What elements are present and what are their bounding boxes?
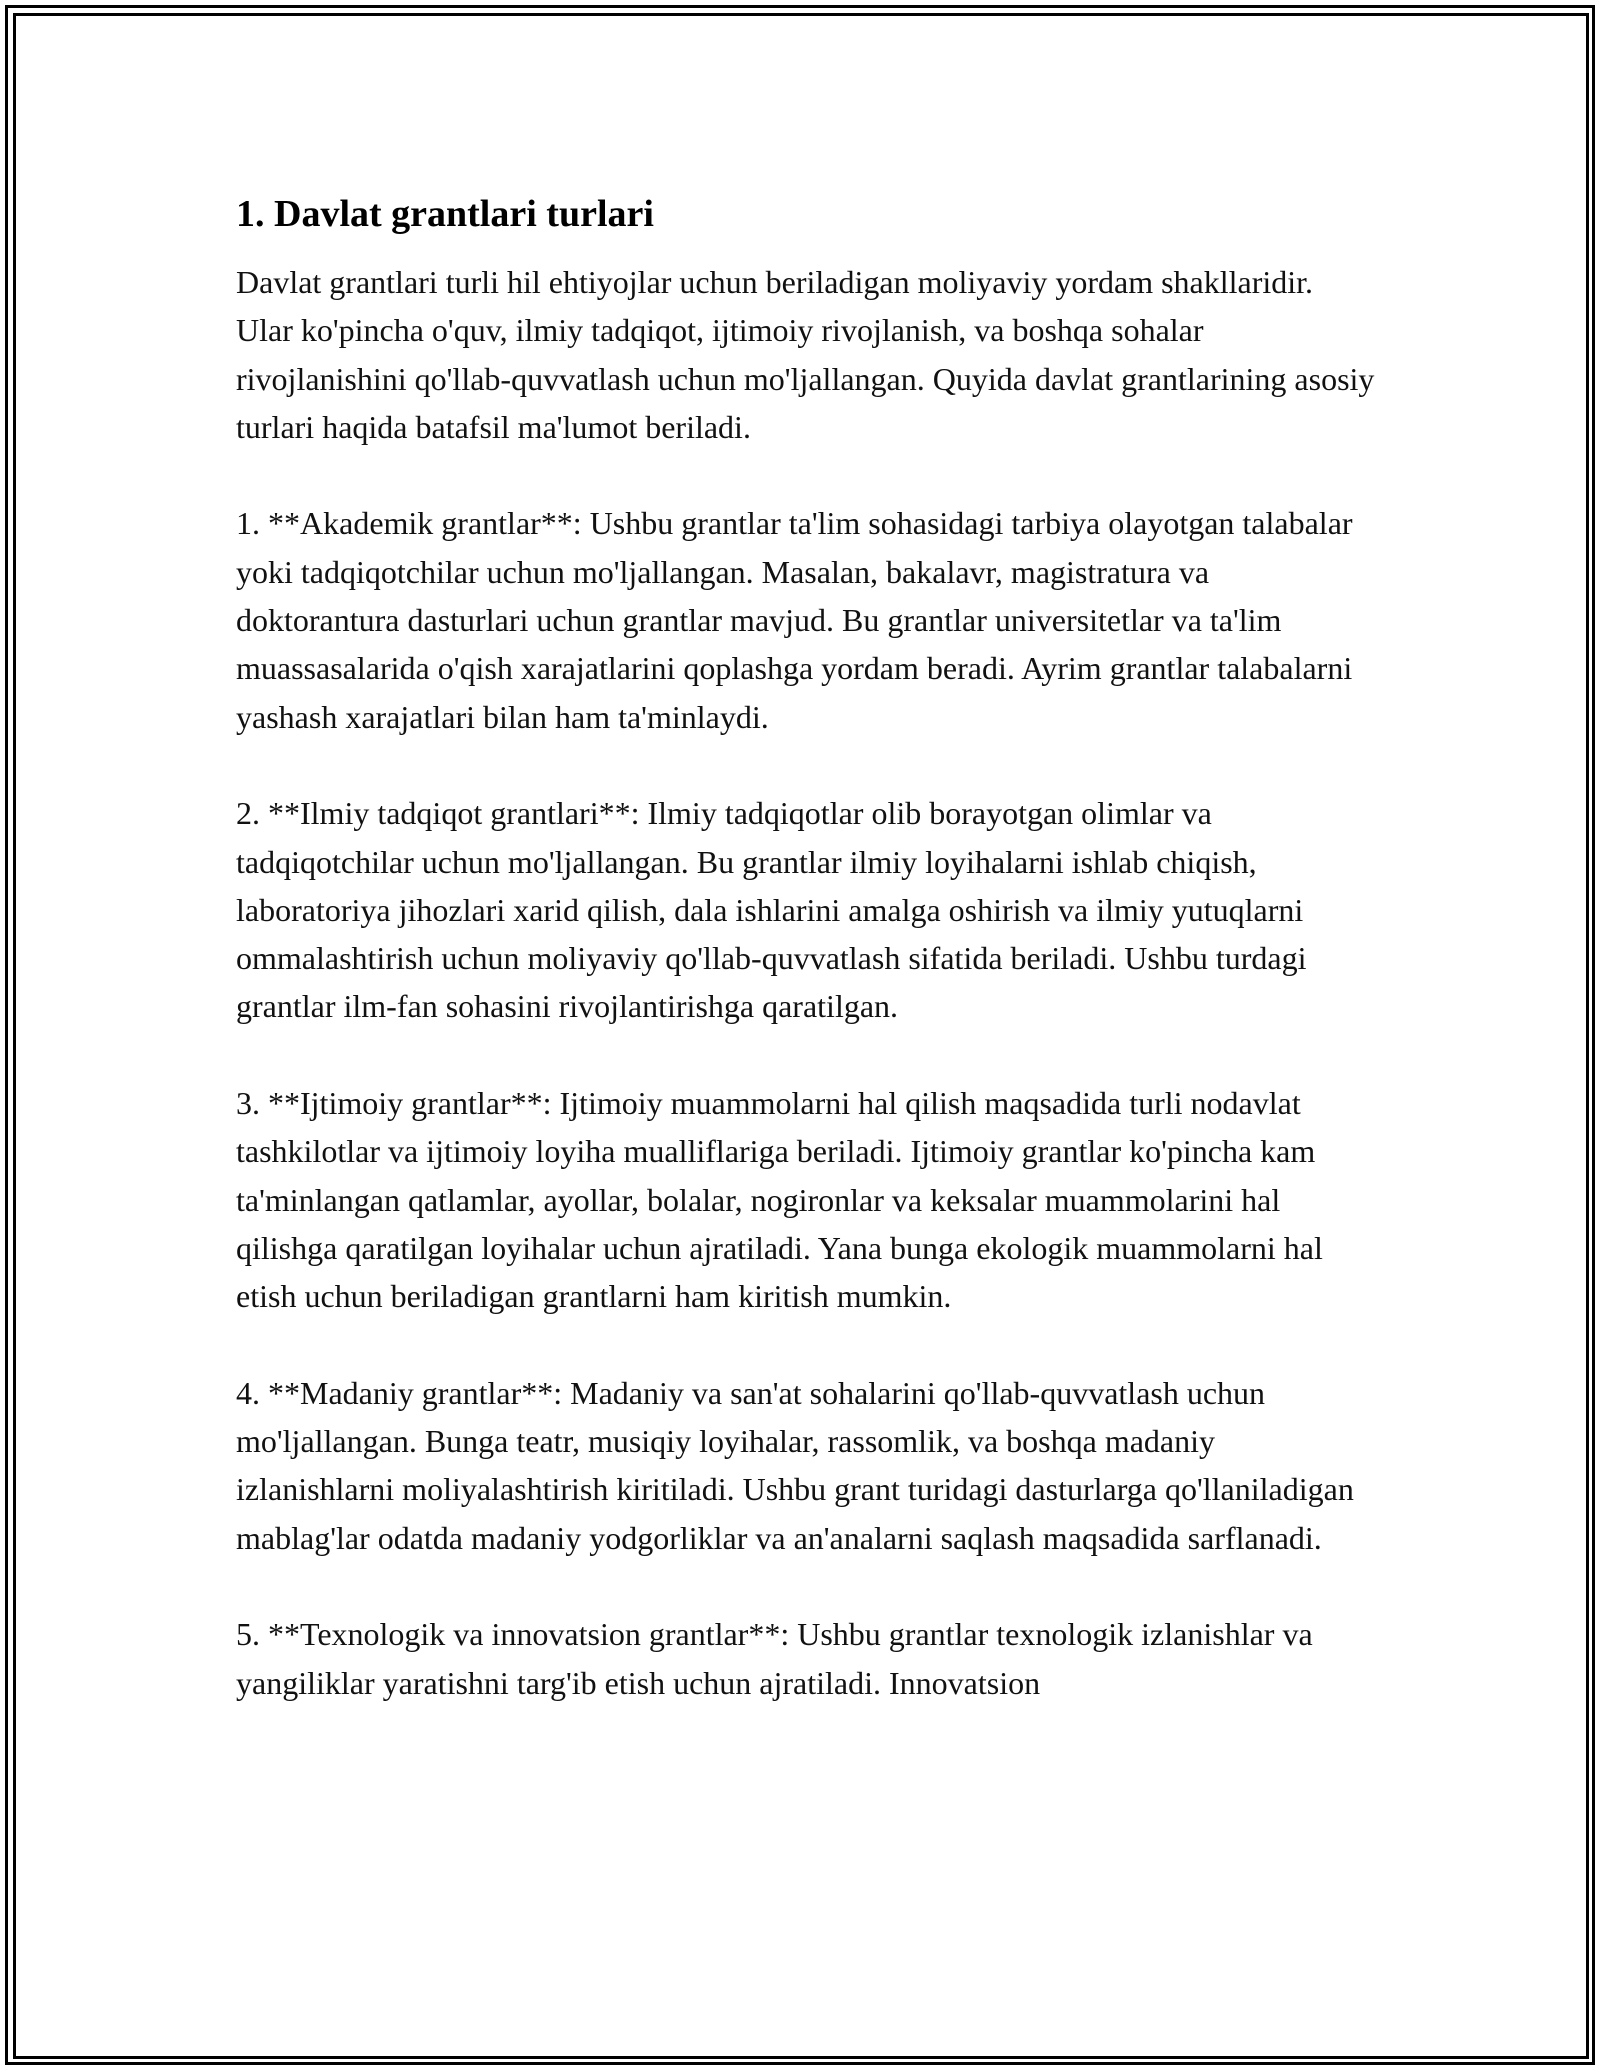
paragraph-cultural-grants: 4. **Madaniy grantlar**: Madaniy va san'at sohalarini qo'llab-quvvatlash uchun mo'ljallangan. Bunga teatr, musiqiy loyihalar, rassomlik, va boshqa madaniy izlanishlarni moliyalashtirish kiritiladi. Ushbu grant turidagi dasturlarga qo'llaniladigan mablag'lar odatda madaniy yodgorliklar va an'analarni saqlash maqsadida sarflanadi.	[236, 1374, 1354, 1556]
paragraph-social-grants: 3. **Ijtimoiy grantlar**: Ijtimoiy muammolarni hal qilish maqsadida turli nodavlat tashkilotlar va ijtimoiy loyiha mualliflariga beriladi. Ijtimoiy grantlar ko'pincha kam ta'minlangan qatlamlar, ayollar, bolalar, nogironlar va keksalar muammolarini hal qilishga qaratilgan loyihalar uchun ajratiladi. Yana bunga ekologik muammolarni hal etish uchun beriladigan grantlarni ham kiritish mumkin.	[236, 1085, 1323, 1315]
paragraph-research-grants: 2. **Ilmiy tadqiqot grantlari**: Ilmiy tadqiqotlar olib borayotgan olimlar va tadqiqotchilar uchun mo'ljallangan. Bu grantlar ilmiy loyihalarni ishlab chiqish, laboratoriya jihozlari xarid qilish, dala ishlarini amalga oshirish va ilmiy yutuqlarni ommalashtirish uchun moliyaviy qo'llab-quvvatlash sifatida beriladi. Ushbu turdagi grantlar ilm-fan sohasini rivojlantirishga qaratilgan.	[236, 795, 1307, 1025]
section-heading: 1. Davlat grantlari turlari	[236, 193, 654, 235]
intro-paragraph: Davlat grantlari turli hil ehtiyojlar uchun beriladigan moliyaviy yordam shakllaridir. Ular ko'pincha o'quv, ilmiy tadqiqot, ijtimoiy rivojlanish, va boshqa sohalar rivojlanishini qo'llab-quvvatlash uchun mo'ljallangan. Quyida davlat grantlarining asosiy turlari haqida batafsil ma'lumot beriladi.	[236, 264, 1375, 445]
paragraph-academic-grants: 1. **Akademik grantlar**: Ushbu grantlar ta'lim sohasidagi tarbiya olayotgan talabalar yoki tadqiqotchilar uchun mo'ljallangan. Masalan, bakalavr, magistratura va doktorantura dasturlari uchun grantlar mavjud. Bu grantlar universitetlar va ta'lim muassasalarida o'qish xarajatlarini qoplashga yordam beradi. Ayrim grantlar talabalarni yashash xarajatlari bilan ham ta'minlaydi.	[236, 505, 1353, 735]
paragraph-technology-grants: 5. **Texnologik va innovatsion grantlar**: Ushbu grantlar texnologik izlanishlar va yangiliklar yaratishni targ'ib etish uchun ajratiladi. Innovatsion	[236, 1616, 1313, 1701]
document-body	[236, 190, 1376, 1707]
